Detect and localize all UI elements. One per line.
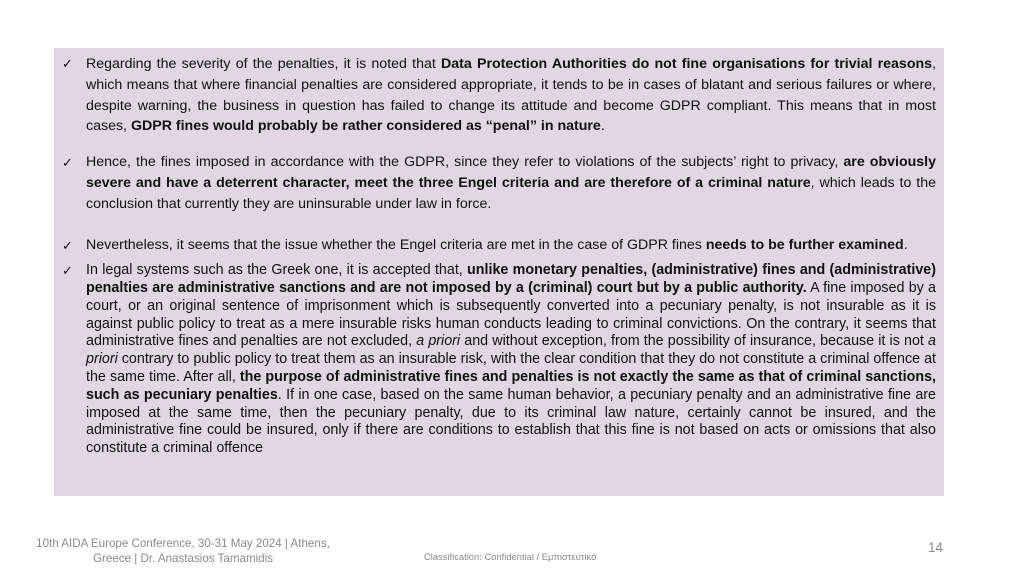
checkmark-icon: ✓ <box>62 155 73 171</box>
text-segment: Regarding the severity of the penalties, it is noted that <box>86 56 442 72</box>
text-segment: In legal systems such as the Greek one, it is accepted that, <box>86 262 468 279</box>
footer-conference-info: 10th AIDA Europe Conference, 30-31 May 2024 | Athens, Greece | Dr. Anastasios Tamamidis <box>36 537 330 565</box>
text-segment: , which means that where financial penalties are considered appropriate, it tends to be in cases of blatant and serious failures or where, despite warning, the business in question has failed to change its attitude and become GDPR compliant. This means that in most cases, <box>86 56 936 135</box>
bullet-greek-legal-system <box>62 262 936 458</box>
page-number: 14 <box>928 540 944 555</box>
footer-classification: Classification: Confidential / Εμπιστευτικό <box>424 551 597 562</box>
bullet-text <box>86 237 908 253</box>
text-segment-bold: needs to be further examined <box>705 237 904 254</box>
text-segment: . If in one case, based on the same human behavior, a pecuniary penalty and an administrative fine are imposed at the same time, then the pecuniary penalty, due to its criminal law nature, certainly cannot be insured, and the administrative fine could be insured, only if there are conditions to establish that this fine is not based on acts or omissions that also constitute a criminal offence <box>86 386 936 457</box>
text-segment: , which leads to the conclusion that currently they are uninsurable under law in force. <box>86 175 937 213</box>
text-segment: . <box>903 237 908 254</box>
text-segment-bold: unlike monetary penalties, (administrative) fines and (administrative) penalties are administrative sanctions and are not imposed by a (criminal) court but by a public authority. <box>86 262 936 296</box>
bullet-text <box>86 154 936 212</box>
text-segment-bold: the purpose of administrative fines and penalties is not exactly the same as that of criminal sanctions, such as pecuniary penalties <box>86 368 937 403</box>
text-segment: Hence, the fines imposed in accordance with the GDPR, since they refer to violations of the subjects’ right to privacy, <box>86 154 844 171</box>
text-segment: Nevertheless, it seems that the issue whether the Engel criteria are met in the case of GDPR fines <box>86 237 706 254</box>
bullet-further-examination <box>62 235 936 256</box>
text-segment-bold: GDPR fines would probably be rather considered as “penal” in nature <box>130 118 601 135</box>
checkmark-icon: ✓ <box>62 56 73 71</box>
text-segment: . <box>600 118 605 135</box>
bullet-severity-of-penalties <box>62 54 936 137</box>
text-segment: contrary to public policy to treat them as an insurable risk, with the clear condition that they do not constitute a criminal offence at the same time. After all, <box>86 351 936 385</box>
bullet-text <box>86 262 936 456</box>
checkmark-icon: ✓ <box>62 238 73 254</box>
content-box <box>54 48 944 496</box>
text-segment-bold: are obviously severe and have a deterrent character, meet the three Engel criteria and are therefore of a criminal nature <box>86 154 936 192</box>
text-segment-italic: a priori <box>86 333 936 368</box>
bullet-text <box>86 56 936 134</box>
bullet-engel-criteria-criminal-nature <box>62 152 936 215</box>
text-segment: A fine imposed by a court, or an original sentence of imprisonment which is subsequently converted into a pecuniary penalty, is not insurable as it is against public policy to treat as a mere insurable risks human conducts leading to criminal convictions. On the contrary, it seems that administrative fines and penalties are not excluded, <box>86 279 936 350</box>
text-segment-bold: Data Protection Authorities do not fine organisations for trivial reasons <box>441 56 933 72</box>
checkmark-icon: ✓ <box>62 263 73 279</box>
text-segment: and without exception, from the possibility of insurance, because it is not <box>460 333 929 350</box>
text-segment-italic: a priori <box>416 333 461 350</box>
